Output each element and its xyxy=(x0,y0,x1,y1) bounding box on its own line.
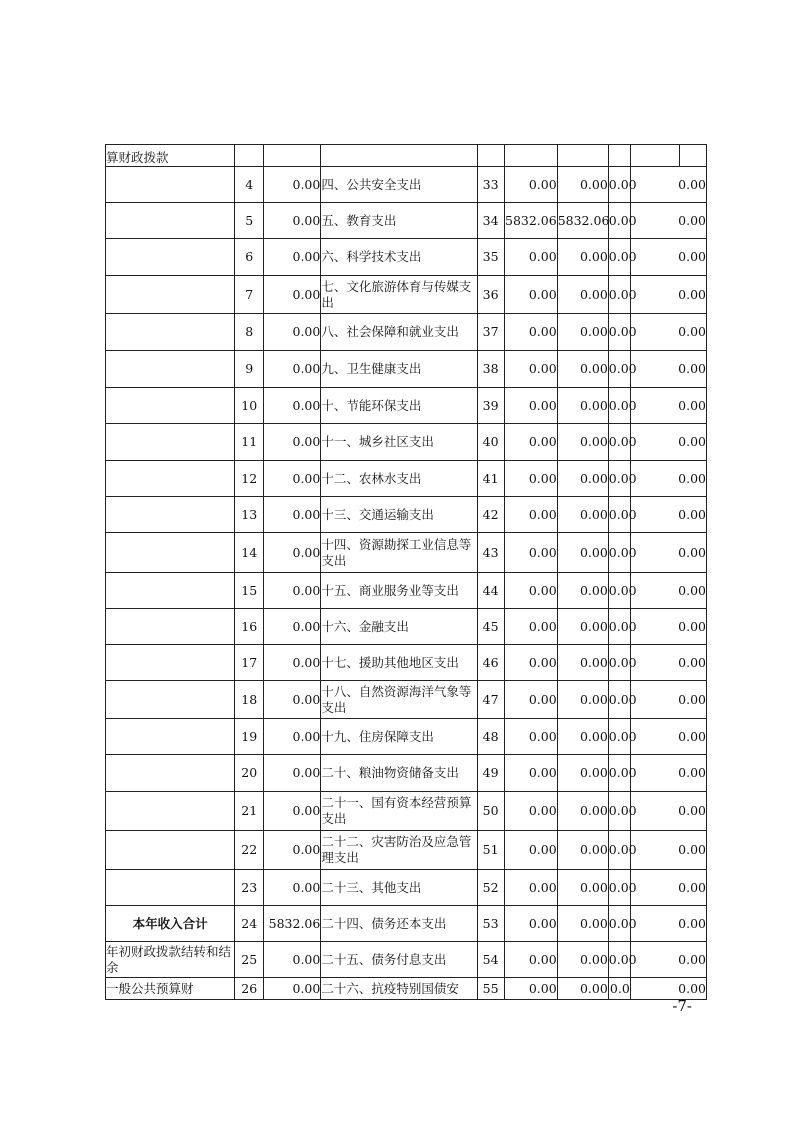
expense-item: 六、科学技术支出 xyxy=(321,239,477,276)
row-number: 19 xyxy=(235,719,264,755)
table-cell xyxy=(235,145,264,167)
table-row xyxy=(106,719,707,755)
expense-total: 0.00 xyxy=(504,906,557,942)
income-label xyxy=(106,351,235,388)
expense-general-budget: 0.00 xyxy=(557,609,608,645)
expense-item: 二十、粮油物资储备支出 xyxy=(321,755,477,792)
income-amount: 0.00 xyxy=(264,167,321,203)
table-row xyxy=(106,239,707,276)
expense-line-number: 34 xyxy=(477,203,504,239)
table-row xyxy=(106,755,707,792)
expense-item: 十二、农林水支出 xyxy=(321,461,477,497)
expense-line-number: 45 xyxy=(477,609,504,645)
row-number: 13 xyxy=(235,497,264,533)
income-amount: 0.00 xyxy=(264,792,321,831)
income-label xyxy=(106,314,235,351)
table-row xyxy=(106,314,707,351)
expense-state-capital: 0.00 xyxy=(630,424,706,461)
income-label xyxy=(106,203,235,239)
expense-item: 二十三、其他支出 xyxy=(321,870,477,906)
expense-item: 五、教育支出 xyxy=(321,203,477,239)
income-amount: 0.00 xyxy=(264,681,321,719)
expense-general-budget: 0.00 xyxy=(557,276,608,314)
table-row xyxy=(106,203,707,239)
expense-state-capital: 0.00 xyxy=(630,942,706,978)
expense-item: 十四、资源勘探工业信息等支出 xyxy=(321,533,477,573)
expense-fund-budget: 0.00 xyxy=(608,461,630,497)
table-row xyxy=(106,424,707,461)
income-label xyxy=(106,424,235,461)
expense-line-number: 52 xyxy=(477,870,504,906)
income-label xyxy=(106,681,235,719)
expense-general-budget: 0.00 xyxy=(557,461,608,497)
expense-total: 0.00 xyxy=(504,942,557,978)
income-amount: 0.00 xyxy=(264,609,321,645)
expense-state-capital: 0.00 xyxy=(630,497,706,533)
expense-total: 5832.06 xyxy=(504,203,557,239)
expense-state-capital: 0.00 xyxy=(630,870,706,906)
expense-general-budget: 0.00 xyxy=(557,239,608,276)
expense-general-budget: 0.00 xyxy=(557,906,608,942)
expense-general-budget: 0.00 xyxy=(557,831,608,870)
page-number: -7- xyxy=(672,997,692,1015)
table-row xyxy=(106,461,707,497)
income-label xyxy=(106,239,235,276)
expense-fund-budget: 0.0 xyxy=(608,978,630,1000)
expense-fund-budget: 0.00 xyxy=(608,533,630,573)
row-number: 11 xyxy=(235,424,264,461)
expense-total: 0.00 xyxy=(504,609,557,645)
expense-line-number: 49 xyxy=(477,755,504,792)
row-number: 15 xyxy=(235,573,264,609)
expense-general-budget: 0.00 xyxy=(557,681,608,719)
expense-item: 七、文化旅游体育与传媒支出 xyxy=(321,276,477,314)
expense-line-number: 35 xyxy=(477,239,504,276)
expense-line-number: 37 xyxy=(477,314,504,351)
expense-line-number: 55 xyxy=(477,978,504,1000)
table-row xyxy=(106,792,707,831)
income-amount: 0.00 xyxy=(264,497,321,533)
expense-fund-budget: 0.00 xyxy=(608,719,630,755)
expense-item: 二十四、债务还本支出 xyxy=(321,906,477,942)
expense-total: 0.00 xyxy=(504,167,557,203)
expense-fund-budget: 0.00 xyxy=(608,276,630,314)
row-number: 26 xyxy=(235,978,264,1000)
table-row xyxy=(106,145,707,167)
expense-fund-budget: 0.00 xyxy=(608,942,630,978)
income-amount: 5832.06 xyxy=(264,906,321,942)
row-number: 9 xyxy=(235,351,264,388)
expense-item: 十五、商业服务业等支出 xyxy=(321,573,477,609)
expense-total: 0.00 xyxy=(504,388,557,424)
expense-item: 十八、自然资源海洋气象等支出 xyxy=(321,681,477,719)
income-amount: 0.00 xyxy=(264,978,321,1000)
row-number: 4 xyxy=(235,167,264,203)
expense-fund-budget: 0.00 xyxy=(608,573,630,609)
income-label xyxy=(106,461,235,497)
income-amount: 0.00 xyxy=(264,461,321,497)
income-label xyxy=(106,497,235,533)
income-label xyxy=(106,719,235,755)
expense-line-number: 36 xyxy=(477,276,504,314)
income-amount: 0.00 xyxy=(264,719,321,755)
expense-item: 十、节能环保支出 xyxy=(321,388,477,424)
expense-total: 0.00 xyxy=(504,276,557,314)
expense-general-budget: 0.00 xyxy=(557,497,608,533)
income-label: 一般公共预算财 xyxy=(106,978,235,1000)
expense-general-budget: 0.00 xyxy=(557,351,608,388)
row-number: 10 xyxy=(235,388,264,424)
table-row xyxy=(106,978,707,1000)
table-row xyxy=(106,573,707,609)
income-amount: 0.00 xyxy=(264,424,321,461)
expense-general-budget: 0.00 xyxy=(557,755,608,792)
expense-state-capital: 0.00 xyxy=(630,573,706,609)
expense-state-capital: 0.00 xyxy=(630,167,706,203)
table-cell xyxy=(477,145,504,167)
expense-line-number: 43 xyxy=(477,533,504,573)
income-label: 本年收入合计 xyxy=(106,906,235,942)
income-label xyxy=(106,831,235,870)
expense-line-number: 38 xyxy=(477,351,504,388)
expense-state-capital: 0.00 xyxy=(630,906,706,942)
expense-state-capital: 0.00 xyxy=(630,314,706,351)
income-label xyxy=(106,645,235,681)
expense-fund-budget: 0.00 xyxy=(608,831,630,870)
expense-line-number: 50 xyxy=(477,792,504,831)
expense-item: 二十五、债务付息支出 xyxy=(321,942,477,978)
expense-item: 十七、援助其他地区支出 xyxy=(321,645,477,681)
budget-table xyxy=(105,144,707,1000)
income-label xyxy=(106,755,235,792)
expense-total: 0.00 xyxy=(504,573,557,609)
income-amount: 0.00 xyxy=(264,203,321,239)
expense-fund-budget: 0.00 xyxy=(608,755,630,792)
expense-state-capital: 0.00 xyxy=(630,645,706,681)
expense-item: 四、公共安全支出 xyxy=(321,167,477,203)
expense-item: 二十二、灾害防治及应急管理支出 xyxy=(321,831,477,870)
expense-general-budget: 0.00 xyxy=(557,573,608,609)
income-label xyxy=(106,609,235,645)
row-number: 17 xyxy=(235,645,264,681)
expense-general-budget: 0.00 xyxy=(557,978,608,1000)
expense-total: 0.00 xyxy=(504,239,557,276)
expense-general-budget: 0.00 xyxy=(557,942,608,978)
expense-item: 十一、城乡社区支出 xyxy=(321,424,477,461)
expense-total: 0.00 xyxy=(504,645,557,681)
expense-fund-budget: 0.00 xyxy=(608,906,630,942)
income-amount: 0.00 xyxy=(264,755,321,792)
expense-state-capital: 0.00 xyxy=(630,792,706,831)
expense-line-number: 33 xyxy=(477,167,504,203)
income-amount: 0.00 xyxy=(264,276,321,314)
row-number: 25 xyxy=(235,942,264,978)
expense-general-budget: 0.00 xyxy=(557,533,608,573)
expense-state-capital: 0.00 xyxy=(630,203,706,239)
expense-fund-budget: 0.00 xyxy=(608,609,630,645)
expense-fund-budget: 0.00 xyxy=(608,792,630,831)
expense-total: 0.00 xyxy=(504,978,557,1000)
table-row xyxy=(106,942,707,978)
expense-state-capital: 0.00 xyxy=(630,533,706,573)
expense-total: 0.00 xyxy=(504,497,557,533)
expense-state-capital: 0.00 xyxy=(630,719,706,755)
expense-item: 十六、金融支出 xyxy=(321,609,477,645)
table-row xyxy=(106,167,707,203)
expense-general-budget: 0.00 xyxy=(557,719,608,755)
row-number: 7 xyxy=(235,276,264,314)
table-cell xyxy=(630,145,706,167)
expense-total: 0.00 xyxy=(504,681,557,719)
income-amount: 0.00 xyxy=(264,831,321,870)
row-number: 6 xyxy=(235,239,264,276)
table-row xyxy=(106,497,707,533)
table-row xyxy=(106,906,707,942)
expense-general-budget: 5832.06 xyxy=(557,203,608,239)
income-amount: 0.00 xyxy=(264,533,321,573)
expense-fund-budget: 0.00 xyxy=(608,870,630,906)
income-label: 年初财政拨款结转和结余 xyxy=(106,942,235,978)
expense-line-number: 47 xyxy=(477,681,504,719)
expense-fund-budget: 0.00 xyxy=(608,681,630,719)
expense-state-capital: 0.00 xyxy=(630,609,706,645)
row-number: 5 xyxy=(235,203,264,239)
table-row xyxy=(106,831,707,870)
expense-fund-budget: 0.00 xyxy=(608,424,630,461)
row-number: 18 xyxy=(235,681,264,719)
expense-fund-budget: 0.00 xyxy=(608,167,630,203)
row-number: 14 xyxy=(235,533,264,573)
expense-line-number: 41 xyxy=(477,461,504,497)
expense-item: 九、卫生健康支出 xyxy=(321,351,477,388)
expense-line-number: 46 xyxy=(477,645,504,681)
expense-total: 0.00 xyxy=(504,424,557,461)
row-number: 21 xyxy=(235,792,264,831)
expense-total: 0.00 xyxy=(504,831,557,870)
expense-item: 十九、住房保障支出 xyxy=(321,719,477,755)
expense-total: 0.00 xyxy=(504,792,557,831)
income-label xyxy=(106,533,235,573)
table-cell xyxy=(504,145,557,167)
expense-item: 二十一、国有资本经营预算支出 xyxy=(321,792,477,831)
expense-general-budget: 0.00 xyxy=(557,645,608,681)
expense-state-capital: 0.00 xyxy=(630,978,706,1000)
expense-line-number: 51 xyxy=(477,831,504,870)
expense-total: 0.00 xyxy=(504,870,557,906)
income-amount: 0.00 xyxy=(264,573,321,609)
expense-fund-budget: 0.00 xyxy=(608,239,630,276)
expense-fund-budget: 0.00 xyxy=(608,388,630,424)
expense-state-capital: 0.00 xyxy=(630,276,706,314)
expense-state-capital: 0.00 xyxy=(630,755,706,792)
expense-fund-budget: 0.00 xyxy=(608,203,630,239)
income-label xyxy=(106,792,235,831)
income-amount: 0.00 xyxy=(264,314,321,351)
expense-total: 0.00 xyxy=(504,314,557,351)
expense-fund-budget: 0.00 xyxy=(608,351,630,388)
row-number: 22 xyxy=(235,831,264,870)
table-cell xyxy=(557,145,608,167)
expense-general-budget: 0.00 xyxy=(557,388,608,424)
row-number: 12 xyxy=(235,461,264,497)
expense-state-capital: 0.00 xyxy=(630,831,706,870)
table-cell xyxy=(608,145,630,167)
expense-total: 0.00 xyxy=(504,719,557,755)
expense-item: 八、社会保障和就业支出 xyxy=(321,314,477,351)
income-label xyxy=(106,870,235,906)
table-row xyxy=(106,388,707,424)
income-label xyxy=(106,167,235,203)
income-label xyxy=(106,276,235,314)
row-number: 23 xyxy=(235,870,264,906)
expense-line-number: 40 xyxy=(477,424,504,461)
row-number: 20 xyxy=(235,755,264,792)
expense-state-capital: 0.00 xyxy=(630,388,706,424)
income-label: 算财政拨款 xyxy=(106,145,235,167)
expense-general-budget: 0.00 xyxy=(557,167,608,203)
income-amount: 0.00 xyxy=(264,388,321,424)
expense-line-number: 54 xyxy=(477,942,504,978)
table-row xyxy=(106,645,707,681)
row-number: 24 xyxy=(235,906,264,942)
expense-fund-budget: 0.00 xyxy=(608,314,630,351)
income-amount: 0.00 xyxy=(264,239,321,276)
expense-total: 0.00 xyxy=(504,461,557,497)
table-row xyxy=(106,351,707,388)
expense-general-budget: 0.00 xyxy=(557,314,608,351)
table-cell xyxy=(264,145,321,167)
expense-line-number: 53 xyxy=(477,906,504,942)
table-cell xyxy=(321,145,477,167)
income-label xyxy=(106,573,235,609)
expense-total: 0.00 xyxy=(504,351,557,388)
table-row xyxy=(106,533,707,573)
expense-fund-budget: 0.00 xyxy=(608,645,630,681)
expense-general-budget: 0.00 xyxy=(557,424,608,461)
expense-total: 0.00 xyxy=(504,533,557,573)
expense-state-capital: 0.00 xyxy=(630,461,706,497)
row-number: 16 xyxy=(235,609,264,645)
table-row xyxy=(106,276,707,314)
expense-line-number: 48 xyxy=(477,719,504,755)
income-amount: 0.00 xyxy=(264,942,321,978)
income-label xyxy=(106,388,235,424)
expense-line-number: 39 xyxy=(477,388,504,424)
income-amount: 0.00 xyxy=(264,870,321,906)
expense-item: 十三、交通运输支出 xyxy=(321,497,477,533)
expense-general-budget: 0.00 xyxy=(557,792,608,831)
expense-state-capital: 0.00 xyxy=(630,351,706,388)
income-amount: 0.00 xyxy=(264,351,321,388)
expense-state-capital: 0.00 xyxy=(630,239,706,276)
table-row xyxy=(106,609,707,645)
expense-item: 二十六、抗疫特别国债安 xyxy=(321,978,477,1000)
income-amount: 0.00 xyxy=(264,645,321,681)
expense-general-budget: 0.00 xyxy=(557,870,608,906)
expense-line-number: 44 xyxy=(477,573,504,609)
expense-fund-budget: 0.00 xyxy=(608,497,630,533)
expense-line-number: 42 xyxy=(477,497,504,533)
row-number: 8 xyxy=(235,314,264,351)
table-row xyxy=(106,870,707,906)
expense-state-capital: 0.00 xyxy=(630,681,706,719)
table-row xyxy=(106,681,707,719)
expense-total: 0.00 xyxy=(504,755,557,792)
